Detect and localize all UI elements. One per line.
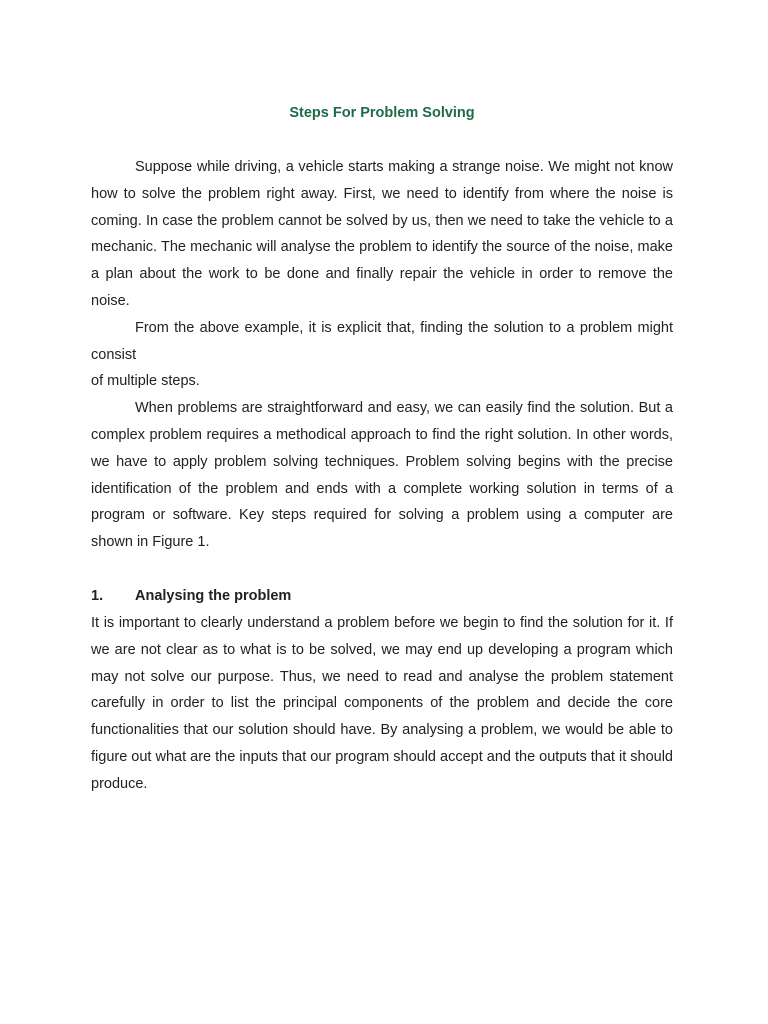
section-1-title: Analysing the problem <box>135 588 292 604</box>
paragraph-1: Suppose while driving, a vehicle starts making a strange noise. We might not know how to solve the problem right away. First, we need to identify from where the noise is coming. In case the problem cannot be solved by us, then we need to take the vehicle to a mechanic. The mechanic will analyse the problem to identify the source of the noise, make a plan about the work to be done and finally repair the vehicle in order to remove the noise. <box>91 159 673 309</box>
paragraph-3: When problems are straightforward and easy, we can easily find the solution. But a complex problem requires a methodical approach to find the right solution. In other words, we have to apply problem solving techniques. Problem solving begins with the precise identification of the problem and ends with a complete working solution in terms of a program or software. Key steps required for solving a problem using a computer are shown in Figure 1. <box>91 400 673 551</box>
section-1-paragraph: It is important to clearly understand a problem before we begin to find the solution for it. If we are not clear as to what is to be solved, we may end up developing a program which may not solve our purpose. Thus, we need to read and analyse the problem statement carefully in order to list the principal components of the problem and decide the core functionalities that our solution should have. By analysing a problem, we would be able to figure out what are the inputs that our program should accept and the outputs that it should produce. <box>91 615 673 792</box>
section-1-number: 1. <box>91 588 104 604</box>
section-1-heading <box>91 585 291 607</box>
paragraph-2-line-b: of multiple steps. <box>91 373 200 390</box>
section-1-body <box>91 610 673 798</box>
paragraph-2-line-a: From the above example, it is explicit that, finding the solution to a problem might consist <box>91 319 673 363</box>
intro-section <box>91 154 673 556</box>
document-title: Steps For Problem Solving <box>289 105 475 121</box>
